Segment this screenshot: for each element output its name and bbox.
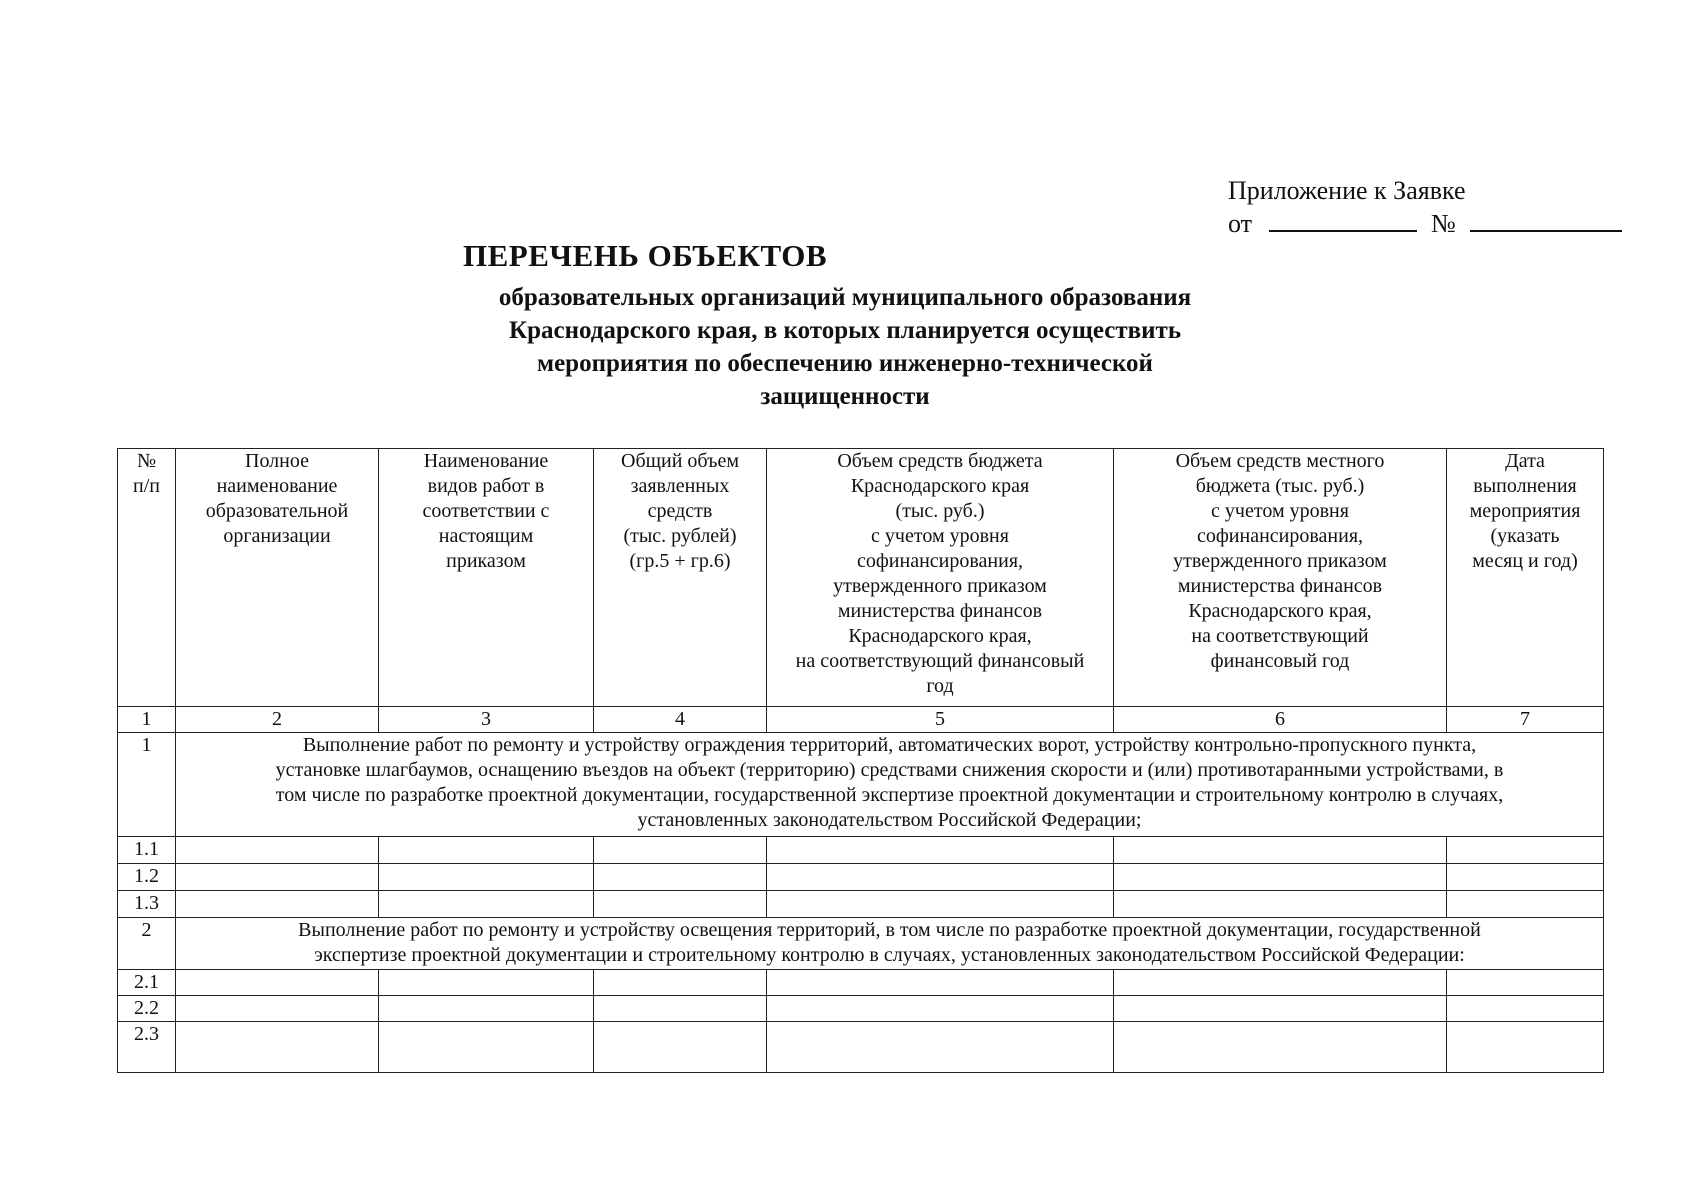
text-line: установке шлагбаумов, оснащению въездов на объект (территорию) средствами снижения скорости и (или) противотаранными устройствами, в bbox=[275, 759, 1504, 781]
empty-cell[interactable] bbox=[767, 837, 1114, 864]
section-description bbox=[176, 918, 1604, 970]
empty-cell[interactable] bbox=[379, 970, 594, 996]
empty-cell[interactable] bbox=[379, 837, 594, 864]
text-line: (тыс. руб.) bbox=[895, 500, 985, 522]
text-line: месяц и год) bbox=[1472, 550, 1578, 572]
text-line: на соответствующий финансовый bbox=[795, 650, 1085, 672]
text-line: настоящим bbox=[438, 525, 534, 547]
empty-cell[interactable] bbox=[1447, 1022, 1604, 1073]
empty-cell[interactable] bbox=[1114, 970, 1447, 996]
table-row bbox=[118, 864, 1604, 891]
annex-number-label: № bbox=[1431, 209, 1456, 238]
text-line: п/п bbox=[133, 475, 160, 497]
empty-cell[interactable] bbox=[1114, 891, 1447, 918]
annex-block bbox=[1228, 174, 1622, 240]
text-line: видов работ в bbox=[427, 475, 545, 497]
empty-cell[interactable] bbox=[767, 1022, 1114, 1073]
annex-from-label: от bbox=[1228, 209, 1253, 238]
empty-cell[interactable] bbox=[594, 970, 767, 996]
item-number: 1.1 bbox=[118, 837, 176, 864]
text-line: утвержденного приказом bbox=[1173, 550, 1387, 572]
empty-cell[interactable] bbox=[1447, 996, 1604, 1022]
text-line: средств bbox=[647, 500, 713, 522]
text-line: министерства финансов bbox=[1177, 575, 1383, 597]
text-line: № bbox=[136, 450, 157, 472]
text-line: Общий объем bbox=[621, 450, 739, 472]
text-line: с учетом уровня bbox=[1211, 500, 1349, 522]
text-line: Объем средств бюджета bbox=[837, 450, 1043, 472]
subtitle-line: образовательных организаций муниципального образования bbox=[498, 284, 1192, 311]
text-line: (тыс. рублей) bbox=[623, 525, 737, 547]
text-line: том числе по разработке проектной документации, государственной экспертизе проектной документации и строительному контролю в случаях, bbox=[275, 784, 1504, 806]
header-cell bbox=[176, 449, 379, 707]
header-cell bbox=[1114, 449, 1447, 707]
empty-cell[interactable] bbox=[594, 837, 767, 864]
document-subtitle bbox=[405, 281, 1285, 413]
empty-cell[interactable] bbox=[379, 864, 594, 891]
empty-cell[interactable] bbox=[1114, 864, 1447, 891]
empty-cell[interactable] bbox=[767, 996, 1114, 1022]
empty-cell[interactable] bbox=[379, 1022, 594, 1073]
text-line: с учетом уровня bbox=[871, 525, 1009, 547]
text-line: Наименование bbox=[423, 450, 549, 472]
annex-title: Приложение к Заявке bbox=[1228, 176, 1466, 205]
table-row bbox=[118, 837, 1604, 864]
text-line: год bbox=[926, 675, 954, 697]
empty-cell[interactable] bbox=[176, 1022, 379, 1073]
section-number: 1 bbox=[118, 733, 176, 837]
header-cell bbox=[767, 449, 1114, 707]
empty-cell[interactable] bbox=[176, 864, 379, 891]
empty-cell[interactable] bbox=[176, 891, 379, 918]
column-number-cell: 4 bbox=[594, 707, 767, 733]
table-header-row bbox=[118, 449, 1604, 707]
text-line: Полное bbox=[245, 450, 309, 472]
empty-cell[interactable] bbox=[594, 891, 767, 918]
subtitle-line: мероприятия по обеспечению инженерно-технической bbox=[537, 350, 1153, 377]
empty-cell[interactable] bbox=[767, 864, 1114, 891]
text-line: установленных законодательством Российской Федерации; bbox=[637, 809, 1142, 831]
header-cell bbox=[118, 449, 176, 707]
text-line: заявленных bbox=[630, 475, 730, 497]
text-line: Выполнение работ по ремонту и устройству ограждения территорий, автоматических ворот, устройству контрольно-пропускного пункта, bbox=[302, 734, 1477, 756]
text-line: Краснодарского края, bbox=[848, 625, 1032, 647]
text-line: образовательной bbox=[205, 500, 349, 522]
text-line: приказом bbox=[446, 550, 526, 572]
text-line: Краснодарского края bbox=[850, 475, 1030, 497]
item-number: 2.1 bbox=[118, 970, 176, 996]
empty-cell[interactable] bbox=[594, 864, 767, 891]
empty-cell[interactable] bbox=[1114, 996, 1447, 1022]
document-title: ПЕРЕЧЕНЬ ОБЪЕКТОВ bbox=[462, 238, 828, 273]
text-line: Выполнение работ по ремонту и устройству освещения территорий, в том числе по разработке проектной документации, государственной bbox=[298, 919, 1481, 941]
table-row bbox=[118, 970, 1604, 996]
empty-cell[interactable] bbox=[1114, 837, 1447, 864]
empty-cell[interactable] bbox=[176, 837, 379, 864]
text-line: Дата bbox=[1505, 450, 1545, 472]
column-number-cell: 5 bbox=[767, 707, 1114, 733]
annex-number-blank bbox=[1470, 208, 1622, 232]
subtitle-line: Краснодарского края, в которых планируется осуществить bbox=[508, 317, 1182, 344]
text-line: софинансирования, bbox=[1196, 525, 1364, 547]
section-row bbox=[118, 733, 1604, 837]
annex-date-number-line bbox=[1228, 207, 1622, 240]
subtitle-line: защищенности bbox=[760, 383, 930, 410]
text-line: финансовый год bbox=[1210, 650, 1350, 672]
table-row bbox=[118, 996, 1604, 1022]
text-line: на соответствующий bbox=[1191, 625, 1369, 647]
header-cell bbox=[1447, 449, 1604, 707]
text-line: Объем средств местного bbox=[1175, 450, 1385, 472]
empty-cell[interactable] bbox=[767, 891, 1114, 918]
text-line: (указать bbox=[1490, 525, 1560, 547]
empty-cell[interactable] bbox=[176, 996, 379, 1022]
header-cell bbox=[594, 449, 767, 707]
text-line: мероприятия bbox=[1469, 500, 1581, 522]
text-line: выполнения bbox=[1473, 475, 1577, 497]
text-line: экспертизе проектной документации и строительному контролю в случаях, установленных законодательством Российской Федерации: bbox=[314, 944, 1465, 966]
empty-cell[interactable] bbox=[594, 996, 767, 1022]
empty-cell[interactable] bbox=[1447, 864, 1604, 891]
section-number: 2 bbox=[118, 918, 176, 970]
column-number-cell: 6 bbox=[1114, 707, 1447, 733]
empty-cell[interactable] bbox=[1447, 837, 1604, 864]
column-number-cell: 2 bbox=[176, 707, 379, 733]
section-row bbox=[118, 918, 1604, 970]
text-line: организации bbox=[223, 525, 331, 547]
column-number-cell: 3 bbox=[379, 707, 594, 733]
text-line: соответствии с bbox=[422, 500, 550, 522]
empty-cell[interactable] bbox=[1447, 891, 1604, 918]
table-row bbox=[118, 1022, 1604, 1073]
column-number-cell: 7 bbox=[1447, 707, 1604, 733]
column-number-row bbox=[118, 707, 1604, 733]
empty-cell[interactable] bbox=[1114, 1022, 1447, 1073]
empty-cell[interactable] bbox=[176, 970, 379, 996]
column-number-cell: 1 bbox=[118, 707, 176, 733]
item-number: 2.2 bbox=[118, 996, 176, 1022]
text-line: Краснодарского края, bbox=[1188, 600, 1372, 622]
empty-cell[interactable] bbox=[379, 996, 594, 1022]
table-row bbox=[118, 891, 1604, 918]
section-description bbox=[176, 733, 1604, 837]
text-line: софинансирования, bbox=[856, 550, 1024, 572]
annex-date-blank bbox=[1269, 208, 1417, 232]
text-line: министерства финансов bbox=[837, 600, 1043, 622]
empty-cell[interactable] bbox=[594, 1022, 767, 1073]
header-cell bbox=[379, 449, 594, 707]
text-line: наименование bbox=[216, 475, 338, 497]
text-line: бюджета (тыс. руб.) bbox=[1195, 475, 1365, 497]
text-line: (гр.5 + гр.6) bbox=[629, 550, 731, 572]
empty-cell[interactable] bbox=[379, 891, 594, 918]
item-number: 1.2 bbox=[118, 864, 176, 891]
empty-cell[interactable] bbox=[767, 970, 1114, 996]
objects-table bbox=[117, 448, 1604, 1073]
text-line: утвержденного приказом bbox=[833, 575, 1047, 597]
item-number: 2.3 bbox=[118, 1022, 176, 1073]
empty-cell[interactable] bbox=[1447, 970, 1604, 996]
item-number: 1.3 bbox=[118, 891, 176, 918]
